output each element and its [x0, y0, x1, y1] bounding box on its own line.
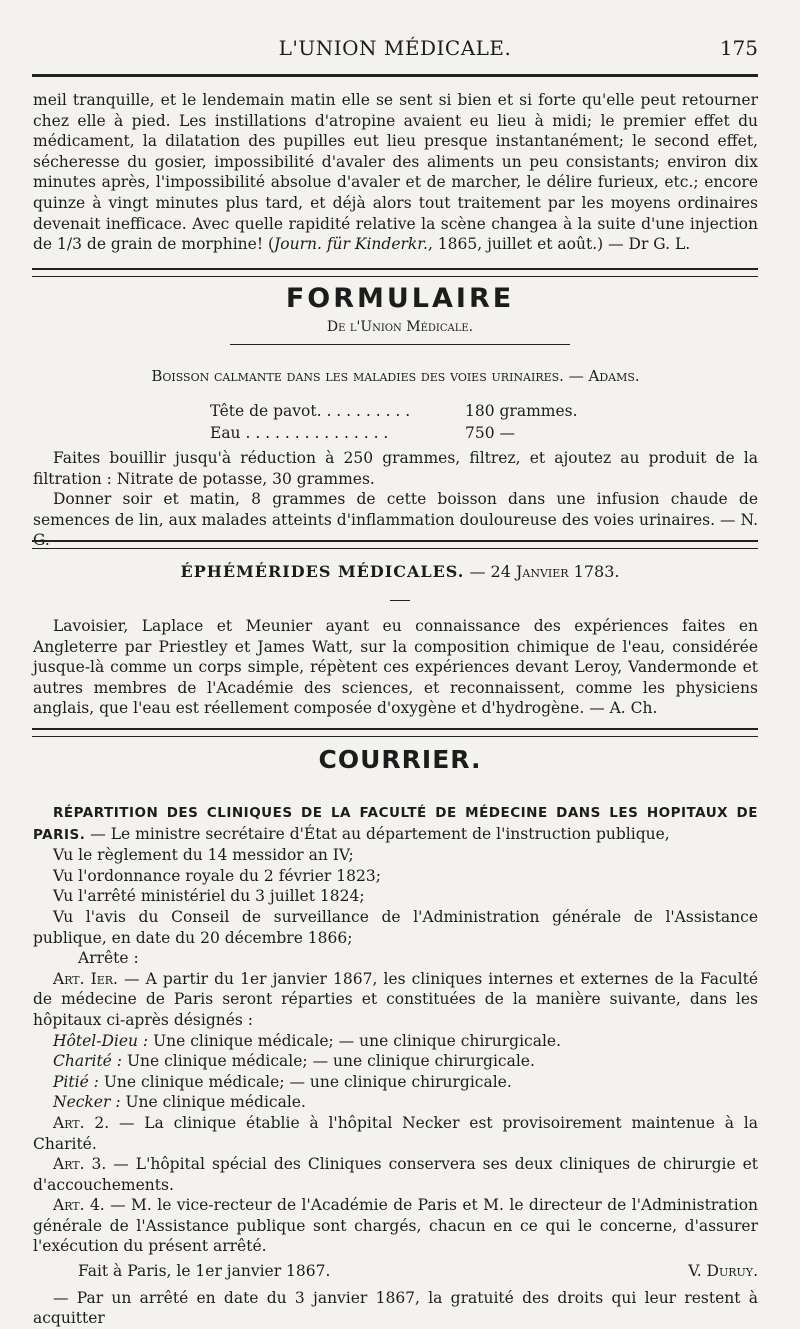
- hospital-desc: Une clinique médicale; — une clinique chirurgicale.: [98, 1072, 512, 1091]
- ingredient-row: [210, 424, 515, 442]
- recipe-para-2: Donner soir et matin, 8 grammes de cette boisson dans une infusion chaude de semences de lin, aux malades atteints d'inflammation douloureuse des voies urinaires. — N. G.: [33, 490, 758, 550]
- article-text: — L'hôpital spécial des Cliniques conservera ses deux cliniques de chirurgie et d'accouchements.: [33, 1155, 759, 1194]
- recipe-title: Boisson calmante dans les maladies des voies urinaires. — Adams.: [151, 367, 640, 385]
- article-label: Art. Ier.: [53, 969, 118, 988]
- courrier-heading: RÉPARTITION DES CLINIQUES DE LA FACULTÉ DE MÉDECINE DANS LES HOPITAUX DE PARIS.: [33, 805, 758, 843]
- section-divider: [32, 728, 758, 737]
- hospital-desc: Une clinique médicale; — une clinique chirurgicale.: [148, 1031, 562, 1050]
- ingredient-name: Eau . . . . . . . . . . . . . . .: [210, 424, 389, 442]
- tiny-rule: [390, 600, 410, 601]
- article-text: — La clinique établie à l'hôpital Necker est provisoirement maintenue à la Charité.: [33, 1113, 758, 1153]
- hospital-name: Necker :: [53, 1093, 121, 1112]
- signature: V. Duruy.: [688, 1262, 758, 1281]
- article-text: — M. le vice-recteur de l'Académie de Paris et M. le directeur de l'Administration générale de l'Assistance publique sont chargés, chacun en ce qui le concerne, d'assurer l'exécution du présent arrêté.: [33, 1196, 759, 1256]
- intro-paragraph: [33, 90, 758, 255]
- ephemerides-heading: [0, 562, 800, 581]
- intro-text: meil tranquille, et le lendemain matin elle se sent si bien et si forte qu'elle peut retourner chez elle à pied. Les instillations d'atropine avaient eu lieu à midi; le premier effet du médicament, la dilatation des pupilles eut lieu presque instantanément; le second effet, sécheresse du gosier, impossibilité d'avaler des aliments un peu consistants; environ dix minutes après, l'impossibilité absolue d'avaler et de marcher, le délire furieux, etc.; encore quinze à vingt minutes plus tard, et déjà alors tout traitement par les moyens ordinaires devenait inefficace. Avec quelle rapidité relative la scène changea à la suite d'une injection de 1/3 de grain de morphine! (: [33, 91, 758, 254]
- hospital-desc: Une clinique médicale; — une clinique chirurgicale.: [122, 1052, 535, 1071]
- article-label: Art. 4.: [53, 1196, 105, 1215]
- courrier-title: COURRIER.: [318, 745, 482, 774]
- ephemerides-text: Lavoisier, Laplace et Meunier ayant eu connaissance des expériences faites en Angleterre par Priestley et James Watt, sur la composition chimique de l'eau, considérée jusque-là comme un corps simple, répètent ces expériences devant Leroy, Vandermonde et autres membres de l'Académie des sciences, et reconnaissent, comme les physiciens anglais, que l'eau est réellement composée d'oxygène et d'hydrogène. — A. Ch.: [33, 617, 758, 718]
- article-label: Art. 3.: [53, 1155, 107, 1174]
- formulaire-title: FORMULAIRE: [285, 283, 515, 314]
- hospital-desc: Une clinique médicale.: [120, 1093, 306, 1112]
- page-header: [32, 36, 758, 66]
- formulaire-subtitle: De l'Union Médicale.: [326, 319, 474, 335]
- ingredient-qty: 750 —: [465, 424, 516, 442]
- article-label: Art. 2.: [53, 1113, 110, 1132]
- hospital-name: Charité :: [53, 1052, 123, 1071]
- ephemerides-title: ÉPHÉMÉRIDES MÉDICALES.: [180, 562, 465, 581]
- vu-line: Vu l'avis du Conseil de surveillance de l'Administration générale de l'Assistance publique, en date du 20 décembre 1866;: [33, 907, 758, 947]
- header-rule: [32, 74, 758, 77]
- vu-line: Vu le règlement du 14 messidor an IV;: [53, 846, 354, 865]
- section-divider: [32, 268, 758, 277]
- ingredient-qty: 180 grammes.: [465, 402, 578, 420]
- ephemerides-paragraph: [33, 616, 758, 719]
- journal-citation: Journ. für Kinderkr.: [274, 235, 428, 254]
- hospital-name: Pitié :: [53, 1072, 99, 1091]
- recipe-para-1: Faites bouillir jusqu'à réduction à 250 grammes, filtrez, et ajoutez au produit de la filtration : Nitrate de potasse, 30 grammes.: [33, 449, 758, 488]
- page-number: 175: [719, 36, 758, 60]
- courrier-body: [33, 802, 758, 1329]
- vu-line: Vu l'arrêté ministériel du 3 juillet 1824;: [53, 887, 365, 906]
- short-rule: [230, 344, 570, 345]
- ingredient-row: [210, 402, 578, 420]
- intro-tail: , 1865, juillet et août.) — Dr G. L.: [427, 235, 691, 254]
- arrete-line: Arrête :: [78, 949, 139, 968]
- hospital-name: Hôtel-Dieu :: [53, 1031, 149, 1050]
- done-line: Fait à Paris, le 1er janvier 1867.: [78, 1262, 331, 1281]
- journal-title: L'UNION MÉDICALE.: [278, 36, 512, 60]
- vu-line: Vu l'ordonnance royale du 2 février 1823;: [53, 866, 381, 885]
- last-line: — Par un arrêté en date du 3 janvier 1867, la gratuité des droits qui leur restent à acquitter: [33, 1288, 758, 1328]
- courrier-heading-tail: — Le ministre secrétaire d'État au département de l'instruction publique,: [85, 824, 670, 843]
- recipe-instructions: [33, 448, 758, 551]
- article-text: — A partir du 1er janvier 1867, les cliniques internes et externes de la Faculté de médecine de Paris seront réparties et constituées de la manière suivante, dans les hôpitaux ci-après désignés :: [33, 969, 758, 1029]
- section-divider: [32, 540, 758, 549]
- ingredient-name: Tête de pavot. . . . . . . . . .: [210, 402, 411, 420]
- ephemerides-date: — 24 Janvier 1783.: [469, 562, 620, 581]
